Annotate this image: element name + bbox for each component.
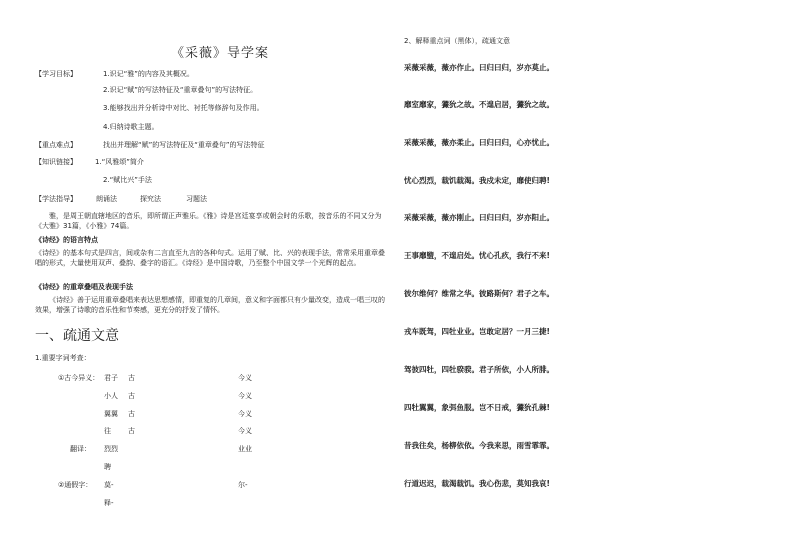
right-heading: 2、解释重点词（黑体），疏通文意	[404, 37, 510, 45]
goal-item: 4.归纳诗歌主题。	[103, 123, 159, 131]
repeat-paragraph: 《诗经》善于运用重章叠唱来表达思想感情，即重复的几章间，意义和字面都只有少量改变，造成一唱三叹的效果，增强了诗歌的音乐性和节奏感，更充分的抒发了情怀。	[35, 296, 385, 314]
jin-label: 今义	[238, 427, 252, 435]
poem-line: 采薇采薇，薇亦柔止。曰归曰归，心亦忧止。	[404, 138, 554, 147]
vocab-word: 小人	[104, 392, 118, 400]
jin-label: 今义	[238, 410, 252, 418]
vocab-word: 莫-	[104, 481, 114, 489]
tongjia-label: ②通假字：	[58, 481, 93, 489]
gu-label: 古	[128, 392, 135, 400]
language-heading: 《诗经》的语言特点	[35, 236, 98, 244]
poem-line: 靡室靡家，玁狁之故。不遑启居，玁狁之故。	[404, 100, 554, 109]
goal-item: 1.识记“雅”的内容及其概况。	[103, 70, 194, 78]
knowledge-item: 1.“风雅颂”简介	[95, 158, 144, 166]
vocab-word: 业业	[238, 445, 252, 453]
vocab-word: 往	[104, 427, 111, 435]
translate-label: 翻译：	[70, 445, 91, 453]
poem-line: 行道迟迟，载渴载饥。我心伤悲，莫知我哀!	[404, 479, 550, 488]
poem-line: 四牡翼翼，象弭鱼服。岂不日戒，玁狁孔棘!	[404, 403, 550, 412]
goal-item: 3.能够找出并分析诗中对比、衬托等修辞句及作用。	[103, 104, 264, 112]
repeat-heading: 《诗经》的重章叠唱及表现手法	[35, 283, 133, 291]
goals-label: 【学习目标】	[35, 70, 77, 78]
goal-item: 2.识记“赋”的写法特征及“重章叠句”的写法特征。	[103, 86, 258, 94]
key-points-text: 找出并理解“赋”的写法特征及“重章叠句”的写法特征	[103, 141, 265, 149]
poem-line: 昔我往矣，杨柳依依。今我来思，雨雪霏霏。	[404, 441, 554, 450]
intro-paragraph: 雅，是周王朝直辖地区的音乐，即所谓正声雅乐。《雅》诗是宫廷宴享或朝会时的乐歌，按音乐的不同又分为《大雅》31篇，《小雅》74篇。	[35, 212, 382, 230]
vocab-title: 1.重要字词考查：	[35, 354, 91, 362]
method-label: 【学法指导】	[35, 195, 77, 203]
section-heading: 一、疏通文意	[35, 328, 119, 344]
method-item: 朗诵法	[96, 195, 117, 203]
vocab-word: 君子	[104, 374, 118, 382]
poem-line: 驾彼四牡，四牡骙骙。君子所依，小人所腓。	[404, 365, 554, 374]
ancient-label: ①古今异义：	[58, 374, 100, 382]
poem-line: 采薇采薇，薇亦刚止。曰归曰归，岁亦阳止。	[404, 213, 554, 222]
poem-line: 戎车既驾，四牡业业。岂敢定居？一月三捷!	[404, 327, 550, 336]
gu-label: 古	[128, 374, 135, 382]
vocab-word: 烈烈	[104, 445, 118, 453]
method-item: 习题法	[186, 195, 207, 203]
poem-line: 忧心烈烈，载饥载渴。我戍未定，靡使归聘!	[404, 176, 550, 185]
poem-line: 彼尔维何？维常之华。彼路斯何？君子之车。	[404, 289, 554, 298]
key-points-label: 【重点难点】	[35, 141, 77, 149]
doc-title: 《采薇》导学案	[171, 46, 270, 61]
vocab-word: 尔-	[238, 481, 248, 489]
vocab-word: 释-	[104, 499, 114, 507]
gu-label: 古	[128, 410, 135, 418]
jin-label: 今义	[238, 374, 252, 382]
poem-line: 王事靡盬，不遑启处。忧心孔疚，我行不来!	[404, 251, 550, 260]
knowledge-item: 2.“赋比兴”手法	[103, 176, 152, 184]
knowledge-label: 【知识链接】	[35, 158, 77, 166]
vocab-word: 聘	[104, 463, 111, 471]
gu-label: 古	[128, 427, 135, 435]
jin-label: 今义	[238, 392, 252, 400]
vocab-word: 翼翼	[104, 410, 118, 418]
method-item: 探究法	[140, 195, 161, 203]
poem-line: 采薇采薇，薇亦作止。曰归曰归，岁亦莫止。	[404, 63, 554, 72]
language-paragraph: 《诗经》的基本句式是四言，间或杂有二言直至九言的各种句式。运用了赋、比、兴的表现手法，常常采用重章叠唱的形式，大量使用双声、叠韵、叠字的语汇。《诗经》是中国诗歌，乃至整个中国文学一个光辉的起点。	[35, 249, 385, 267]
